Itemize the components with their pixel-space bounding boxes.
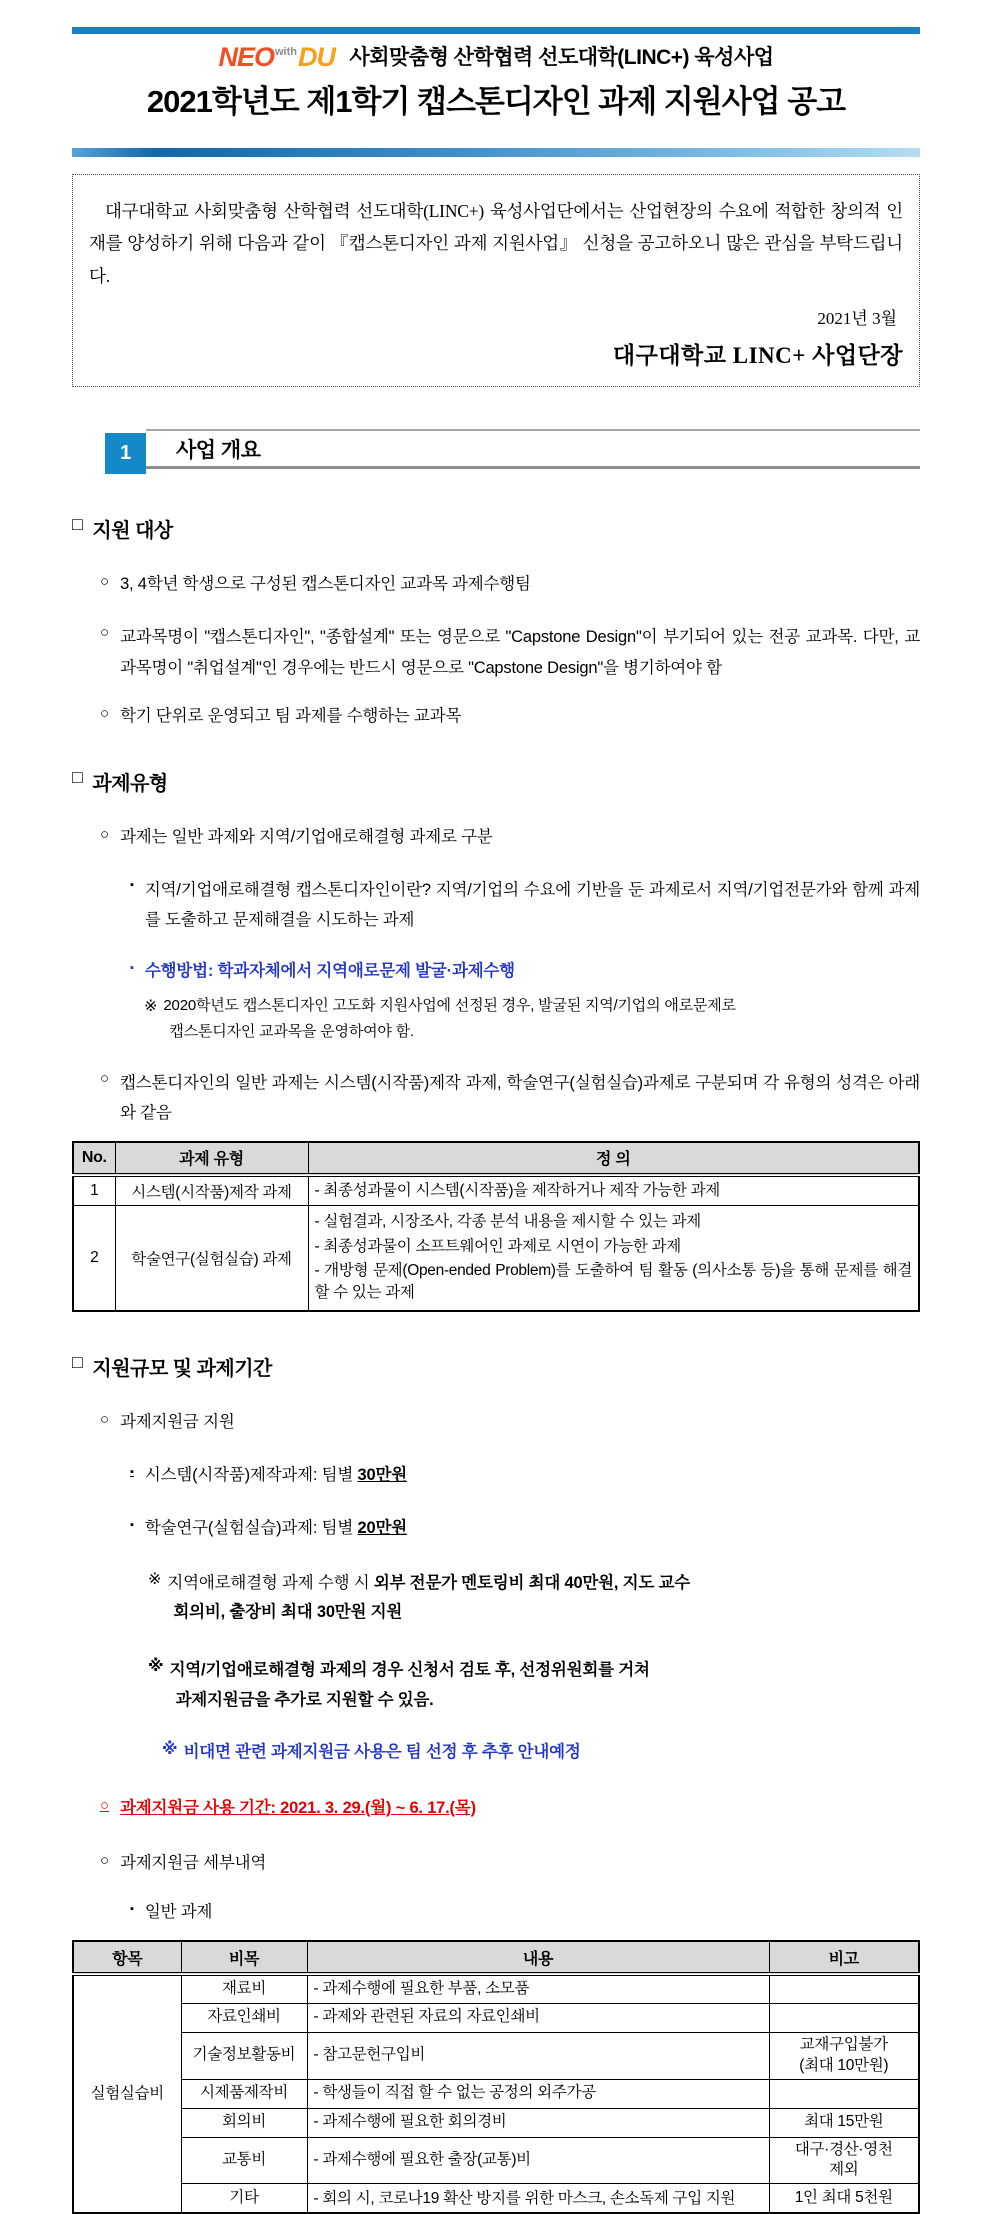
subbullet-research-grant bbox=[72, 1515, 920, 1542]
desc-cell: - 회의 시, 코로나19 확산 방지를 위한 마스크, 손소독제 구입 지원 bbox=[307, 2184, 769, 2213]
note-line1: 지역/기업애로해결형 과제의 경우 신청서 검토 후, 선정위원회를 거쳐 bbox=[169, 1660, 650, 1679]
logo-neo-text: NEO bbox=[218, 42, 274, 72]
item-cell: 자료인쇄비 bbox=[181, 2003, 307, 2032]
desc-cell: - 과제수행에 필요한 출장(교통)비 bbox=[307, 2137, 769, 2184]
item-cell: 재료비 bbox=[181, 1974, 307, 2003]
item-cell: 기타 bbox=[181, 2184, 307, 2213]
definition-line: - 개방형 문제(Open-ended Problem)를 도출하여 팀 활동 (의사소통 등)을 통해 문제를 해결할 수 있는 과제 bbox=[314, 1262, 912, 1302]
table-row bbox=[73, 2108, 919, 2137]
bullet-grant-support bbox=[72, 1409, 920, 1436]
small-square-bullet-icon: ▪ bbox=[130, 1466, 134, 1479]
note-line1: 대구·경산·영천 bbox=[794, 2140, 893, 2158]
note-additional-grant bbox=[72, 1656, 920, 1715]
subbullet-region-definition bbox=[72, 875, 920, 936]
square-bullet-icon: □ bbox=[72, 1351, 83, 1372]
row-type: 학술연구(실험실습) 과제 bbox=[115, 1206, 308, 1311]
col-item: 비목 bbox=[181, 1941, 307, 1974]
subbullet-text bbox=[145, 1515, 920, 1542]
note-line2-bold: 회의비, 출장비 최대 30만원 지원 bbox=[173, 1603, 403, 1622]
row-definition bbox=[308, 1175, 919, 1206]
subbullet-text: 일반 과제 bbox=[144, 1903, 213, 1921]
item-cell: 교통비 bbox=[181, 2137, 307, 2184]
note-cell bbox=[769, 2137, 919, 2184]
grant-label: 학술연구(실험실습)과제: 팀별 bbox=[144, 1519, 358, 1538]
note-line2: 과제지원금을 추가로 지원할 수 있음. bbox=[175, 1690, 434, 1709]
table-row bbox=[73, 2137, 919, 2184]
table-row bbox=[73, 2032, 919, 2079]
section-number-box: 1 bbox=[105, 433, 146, 474]
note-line2: 제외 bbox=[829, 2161, 859, 2179]
reference-mark-icon: ※ bbox=[144, 998, 158, 1016]
table-row bbox=[73, 1206, 919, 1311]
bullet-text: 과제지원금 세부내역 bbox=[120, 1853, 267, 1872]
small-square-bullet-icon: ▪ bbox=[130, 1903, 134, 1915]
note-cell bbox=[769, 2032, 919, 2079]
category-cell: 실험실습비 bbox=[73, 1974, 181, 2213]
col-no: No. bbox=[73, 1142, 115, 1175]
note-normal: 지역애로해결형 과제 수행 시 bbox=[167, 1573, 374, 1592]
bullet-general-task-types bbox=[72, 1068, 920, 1129]
grant-label: 시스템(시작품)제작과제: 팀별 bbox=[144, 1466, 358, 1485]
note-cell: 최대 15만원 bbox=[769, 2108, 919, 2137]
col-desc: 내용 bbox=[307, 1941, 769, 1974]
bullet-semester bbox=[72, 703, 920, 730]
note-cell bbox=[769, 2003, 919, 2032]
document-page bbox=[0, 27, 992, 2214]
table-row bbox=[73, 2079, 919, 2108]
reference-mark-icon: ※ bbox=[162, 1741, 178, 1759]
note-text bbox=[163, 993, 920, 1046]
note-mentoring-fee bbox=[72, 1569, 920, 1628]
bullet-text: 과제지원금 지원 bbox=[120, 1412, 235, 1431]
small-square-bullet-icon: ▪ bbox=[130, 961, 134, 974]
bullet-text: 캡스톤디자인의 일반 과제는 시스템(시작품)제작 과제, 학술연구(실험실습)과제로 구분되며 각 유형의 성격은 아래와 같음 bbox=[120, 1073, 920, 1123]
reference-mark-icon: ※ bbox=[148, 1657, 164, 1675]
note-text-blue: 비대면 관련 과제지원금 사용은 팀 선정 후 추후 안내예정 bbox=[183, 1743, 581, 1762]
period-text-red: 과제지원금 사용 기간: 2021. 3. 29.(월) ~ 6. 17.(목) bbox=[120, 1798, 476, 1817]
bullet-grant-period bbox=[72, 1795, 920, 1822]
announcement-date: 2021년 3월 bbox=[817, 309, 897, 329]
table-row bbox=[73, 1175, 919, 1206]
announcement-signature: 대구대학교 LINC+ 사업단장 bbox=[612, 343, 903, 369]
row-no: 2 bbox=[73, 1206, 115, 1311]
section-title: 사업 개요 bbox=[146, 429, 920, 469]
row-type: 시스템(시작품)제작 과제 bbox=[115, 1175, 308, 1206]
page-title: 2021학년도 제1학기 캡스톤디자인 과제 지원사업 공고 bbox=[146, 84, 846, 119]
subbullet-text-blue: 수행방법: 학과자체에서 지역애로문제 발굴·과제수행 bbox=[144, 961, 515, 980]
desc-cell: - 학생들이 직접 할 수 없는 공정의 외주가공 bbox=[307, 2079, 769, 2108]
logo-du-text: DU bbox=[297, 42, 335, 72]
note-line1: 2020학년도 캡스톤디자인 고도화 지원사업에 선정된 경우, 발굴된 지역/기업의 애로문제로 bbox=[163, 997, 736, 1015]
note-cell bbox=[769, 2079, 919, 2108]
note-untact-grant bbox=[72, 1739, 920, 1766]
subbullet-method bbox=[72, 958, 920, 985]
logo-with-text: with bbox=[274, 46, 297, 58]
definition-line: - 최종성과물이 시스템(시작품)을 제작하거나 제작 가능한 과제 bbox=[314, 1181, 720, 1199]
item-cell: 기술정보활동비 bbox=[181, 2032, 307, 2079]
table-row bbox=[73, 2003, 919, 2032]
table-row bbox=[73, 2184, 919, 2213]
square-bullet-icon: □ bbox=[72, 514, 83, 535]
announcement-intro-box bbox=[72, 174, 920, 387]
note-line1: 교재구입불가 bbox=[799, 2035, 888, 2053]
note-line2: (최대 10만원) bbox=[799, 2056, 889, 2074]
heading-text: 지원규모 및 과제기간 bbox=[92, 1357, 272, 1380]
note-bold: 외부 전문가 멘토링비 최대 40만원, 지도 교수 bbox=[373, 1573, 691, 1592]
heading-support-scale bbox=[72, 1352, 920, 1381]
bullet-text: 과제는 일반 과제와 지역/기업애로해결형 과제로 구분 bbox=[120, 827, 493, 846]
col-type: 과제 유형 bbox=[115, 1142, 308, 1175]
note-line2: 캡스톤디자인 교과목을 운영하여야 함. bbox=[169, 1023, 414, 1041]
small-square-bullet-icon: ▪ bbox=[130, 1519, 134, 1532]
section-1-header bbox=[72, 433, 920, 474]
grant-detail-table bbox=[72, 1940, 920, 2214]
subbullet-general-task bbox=[72, 1899, 920, 1926]
col-note: 비고 bbox=[769, 1941, 919, 1974]
gradient-divider-bar bbox=[72, 148, 920, 157]
small-square-bullet-icon: ▪ bbox=[130, 878, 134, 891]
subbullet-system-grant bbox=[72, 1462, 920, 1489]
square-bullet-icon: □ bbox=[72, 766, 83, 787]
neo-with-du-logo bbox=[218, 42, 335, 73]
program-subtitle: 사회맞춤형 산학협력 선도대학(LINC+) 육성사업 bbox=[349, 46, 774, 69]
top-blue-bar bbox=[72, 27, 920, 34]
bullet-text: 학기 단위로 운영되고 팀 과제를 수행하는 교과목 bbox=[120, 707, 462, 726]
bullet-grant-details bbox=[72, 1850, 920, 1877]
grant-detail-table-header bbox=[73, 1941, 919, 1974]
bullet-text: 교과목명이 "캡스톤디자인", "종합설계" 또는 영문으로 "Capstone Design"이 부기되어 있는 전공 교과목. 다만, 교과목명이 "취업설계"인 경우에는 반드시 영문으로 "Capstone Design"을 병기하여야 함 bbox=[120, 628, 920, 677]
definition-line: - 실험결과, 시장조사, 각종 분석 내용을 제시할 수 있는 과제 bbox=[314, 1213, 701, 1231]
desc-cell: - 과제와 관련된 자료의 자료인쇄비 bbox=[307, 2003, 769, 2032]
bullet-course-name bbox=[72, 622, 920, 683]
desc-cell: - 과제수행에 필요한 부품, 소모품 bbox=[307, 1974, 769, 2003]
bullet-team bbox=[72, 571, 920, 598]
circle-bullet-icon: ○ bbox=[100, 1069, 110, 1087]
heading-text: 지원 대상 bbox=[92, 520, 173, 543]
col-category: 항목 bbox=[73, 1941, 181, 1974]
note-text bbox=[167, 1569, 920, 1628]
note-cell: 1인 최대 5천원 bbox=[769, 2184, 919, 2213]
circle-bullet-icon: ○ bbox=[100, 1796, 110, 1814]
reference-mark-icon: ※ bbox=[148, 1570, 162, 1588]
heading-support-target bbox=[72, 514, 920, 543]
bullet-task-classification bbox=[72, 824, 920, 851]
item-cell: 시제품제작비 bbox=[181, 2079, 307, 2108]
bullet-text: 3, 4학년 학생으로 구성된 캡스톤디자인 교과목 과제수행팀 bbox=[120, 575, 531, 594]
task-type-table-header bbox=[73, 1142, 919, 1175]
heading-task-type bbox=[72, 767, 920, 796]
circle-bullet-icon: ○ bbox=[100, 624, 110, 642]
circle-bullet-icon: ○ bbox=[100, 573, 110, 591]
heading-text: 과제유형 bbox=[92, 772, 168, 795]
subbullet-text bbox=[145, 1462, 920, 1489]
note-cell bbox=[769, 1974, 919, 2003]
intro-paragraph: 대구대학교 사회맞춤형 산학협력 선도대학(LINC+) 육성사업단에서는 산업현장의 수요에 적합한 창의적 인재를 양성하기 위해 다음과 같이 『캡스톤디자인 과제 지원사업』 신청을 공고하오니 많은 관심을 부탁드립니다. bbox=[89, 201, 903, 286]
circle-bullet-icon: ○ bbox=[100, 1410, 110, 1428]
grant-amount: 30만원 bbox=[357, 1466, 407, 1485]
row-definition bbox=[308, 1206, 919, 1311]
definition-line: - 최종성과물이 소프트웨어인 과제로 시연이 가능한 과제 bbox=[314, 1237, 681, 1255]
subbullet-text: 지역/기업애로해결형 캡스톤디자인이란? 지역/기업의 수요에 기반을 둔 과제로서 지역/기업전문가와 함께 과제를 도출하고 문제해결을 시도하는 과제 bbox=[144, 880, 920, 930]
desc-cell: - 참고문헌구입비 bbox=[307, 2032, 769, 2079]
circle-bullet-icon: ○ bbox=[100, 1851, 110, 1869]
grant-amount: 20만원 bbox=[357, 1519, 407, 1538]
note-text bbox=[170, 1656, 920, 1715]
col-definition: 정 의 bbox=[308, 1142, 919, 1175]
item-cell: 회의비 bbox=[181, 2108, 307, 2137]
desc-cell: - 과제수행에 필요한 회의경비 bbox=[307, 2108, 769, 2137]
table-row bbox=[73, 1974, 919, 2003]
row-no: 1 bbox=[73, 1175, 115, 1206]
circle-bullet-icon: ○ bbox=[100, 825, 110, 843]
note-2020-selection bbox=[72, 993, 920, 1046]
program-header bbox=[72, 41, 920, 73]
circle-bullet-icon: ○ bbox=[100, 705, 110, 723]
task-type-table bbox=[72, 1141, 920, 1312]
